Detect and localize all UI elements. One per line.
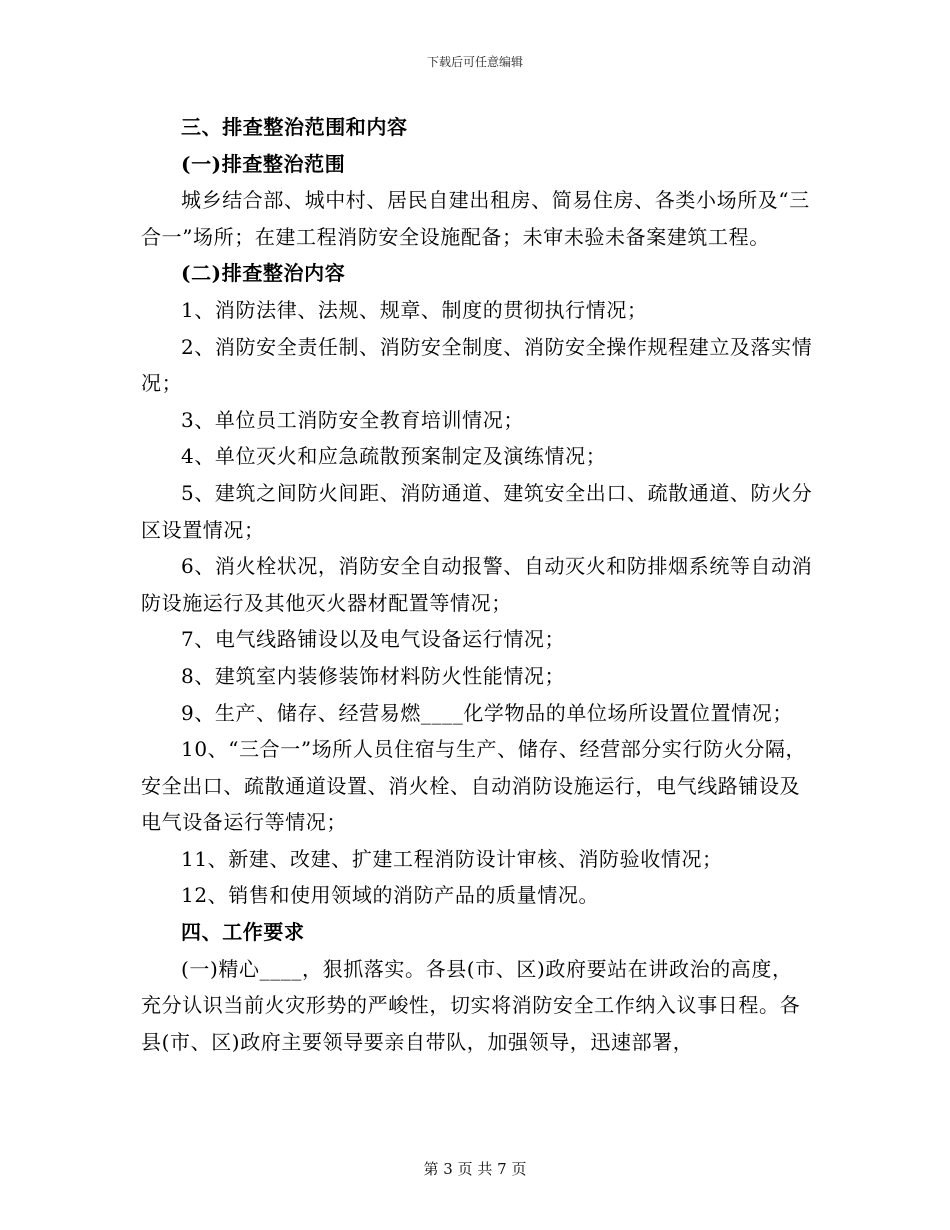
list-item: 2、消防安全责任制、消防安全制度、消防安全操作规程建立及落实情况； <box>141 334 813 396</box>
section-heading-4: 四、工作要求 <box>181 920 305 945</box>
subsection-heading-scope: (一)排查整治范围 <box>181 151 346 176</box>
list-item: 7、电气线路铺设以及电气设备运行情况； <box>181 627 566 652</box>
section-heading-3: 三、排查整治范围和内容 <box>181 115 408 139</box>
page-footer: 第 3 页 共 7 页 <box>423 1160 527 1178</box>
list-item: 8、建筑室内装修装饰材料防火性能情况； <box>181 663 566 688</box>
paragraph-requirements: (一)精心____，狠抓落实。各县(市、区)政府要站在讲政治的高度，充分认识当前火灾形势的严峻性，切实将消防安全工作纳入议事日程。各县(市、区)政府主要领导要亲自带队，加强领导，迅速部署， <box>141 956 801 1054</box>
list-item: 12、销售和使用领域的消防产品的质量情况。 <box>181 883 600 908</box>
page-header: 下载后可任意编辑 <box>426 55 523 69</box>
list-item: 9、生产、储存、经营易燃____化学物品的单位场所设置位置情况； <box>181 700 793 725</box>
list-item: 3、单位员工消防安全教育培训情况； <box>181 407 524 432</box>
subsection-heading-content: (二)排查整治内容 <box>181 261 346 286</box>
list-item: 10、“三合一”场所人员住宿与生产、储存、经营部分实行防火分隔，安全出口、疏散通道设置、消火栓、自动消防设施运行，电气线路铺设及电气设备运行等情况； <box>141 737 807 835</box>
list-item: 1、消防法律、法规、规章、制度的贯彻执行情况； <box>181 297 648 322</box>
list-item: 5、建筑之间防火间距、消防通道、建筑安全出口、疏散通道、防火分区设置情况； <box>141 480 813 542</box>
list-item: 4、单位灭火和应急疏散预案制定及演练情况； <box>181 444 607 469</box>
list-item: 6、消火栓状况，消防安全自动报警、自动灭火和防排烟系统等自动消防设施运行及其他灭火器材配置等情况； <box>141 554 813 615</box>
document-body <box>141 109 813 1060</box>
paragraph-scope: 城乡结合部、城中村、居民自建出租房、简易住房、各类小场所及“三合一”场所；在建工程消防安全设施配备；未审未验未备案建筑工程。 <box>141 188 810 249</box>
list-item: 11、新建、改建、扩建工程消防设计审核、消防验收情况； <box>181 846 723 871</box>
